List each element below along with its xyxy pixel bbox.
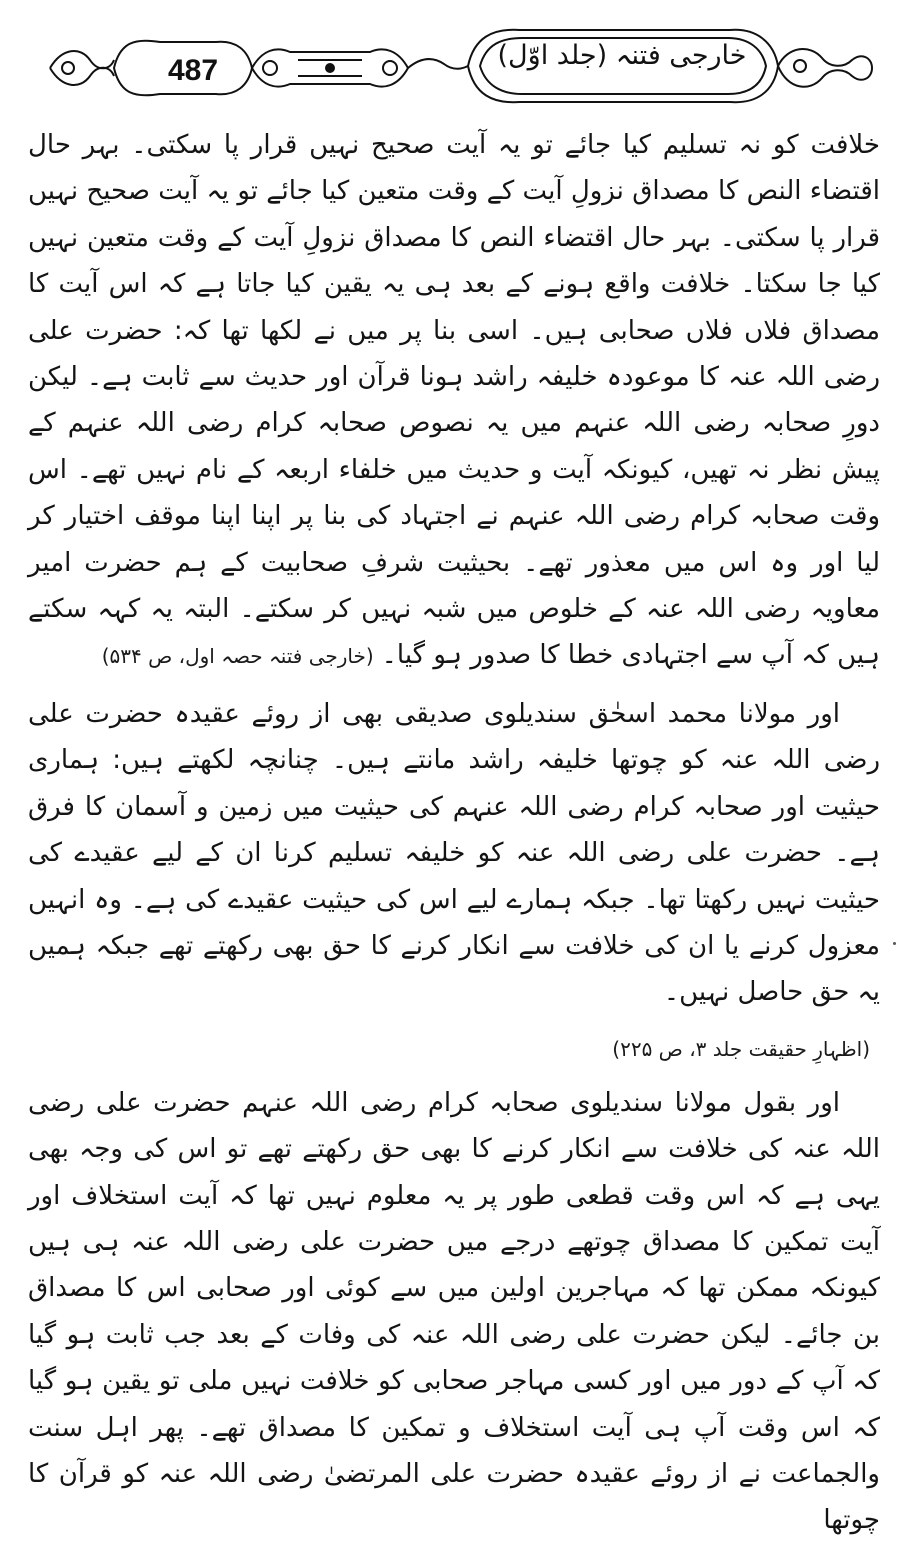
page-body (28, 122, 880, 1544)
page-header (40, 20, 880, 115)
paragraph (28, 122, 880, 679)
page-number: 487 (167, 54, 219, 87)
right-flourish-icon (778, 49, 872, 87)
scan-speck (893, 942, 896, 945)
citation: (اظہارِ حقیقت جلد ۳، ص ۲۲۵) (612, 1036, 870, 1061)
paragraph-text: خلافت کو نہ تسلیم کیا جائے تو یہ آیت صحیح نہیں قرار پا سکتی۔ بہر حال اقتضاء النص کا مصداق نزولِ آیت کے وقت متعین کیا جائے تو یہ آیت صحیح نہیں قرار پا سکتی۔ بہر حال اقتضاء النص کا مصداق نزولِ آیت کے وقت متعین نہیں کیا جا سکتا۔ خلافت واقع ہونے کے بعد ہی یہ یقین کیا جاتا ہے کہ اس آیت کا مصداق فلاں فلاں صحابی ہیں۔ اسی بنا پر میں نے لکھا تھا کہ: حضرت علی رضی اللہ عنہ کا موعودہ خلیفہ راشد ہونا قرآن اور حدیث سے ثابت ہے۔ لیکن دورِ صحابہ رضی اللہ عنہم میں یہ نصوص صحابہ کرام رضی اللہ عنہم کے پیش نظر نہ تھیں، کیونکہ آیت و حدیث میں خلفاء اربعہ کے نام نہیں تھے۔ اس وقت صحابہ کرام رضی اللہ عنہم نے اجتہاد کی بنا پر اپنا اپنا موقف اختیار کر لیا اور وہ اس میں معذور تھے۔ بحیثیت شرفِ صحابیت کے ہم حضرت امیر معاویہ رضی اللہ عنہ کے خلوص میں شبہ نہیں کر سکتے۔ البتہ یہ کہہ سکتے ہیں کہ آپ سے اجتہادی خطا کا صدور ہو گیا۔ (28, 130, 880, 671)
paragraph: اور مولانا محمد اسحٰق سندیلوی صدیقی بھی از روئے عقیدہ حضرت علی رضی اللہ عنہ کو چوتھا خلیفہ راشد مانتے ہیں۔ چنانچہ لکھتے ہیں: ہماری حیثیت اور صحابہ کرام رضی اللہ عنہم کی حیثیت میں زمین و آسمان کا فرق ہے۔ حضرت علی رضی اللہ عنہ کو خلیفہ تسلیم کرنا ان کے لیے عقیدے کی حیثیت نہیں رکھتا تھا۔ جبکہ ہمارے لیے اس کی حیثیت عقیدے کی ہے۔ وہ انہیں معزول کرنے یا ان کی خلافت سے انکار کرنے کا حق بھی رکھتے تھے جبکہ ہمیں یہ حق حاصل نہیں۔ (28, 698, 880, 1008)
citation: (خارجی فتنہ حصہ اول، ص ۵۳۴) (101, 644, 374, 669)
paragraph: اور بقول مولانا سندیلوی صحابہ کرام رضی اللہ عنہم حضرت علی رضی اللہ عنہ کی خلافت سے انکار کرنے کا بھی حق رکھتے تھے تو اس کی وجہ بھی یہی ہے کہ اس وقت قطعی طور پر یہ معلوم نہیں تھا کہ آیت استخلاف اور آیت تمکین کا مصداق چوتھے درجے میں حضرت علی رضی اللہ عنہ ہی ہیں کیونکہ ممکن تھا کہ مہاجرین اولین میں سے کوئی اور صحابی اس کا مصداق بن جائے۔ لیکن حضرت علی رضی اللہ عنہ کی وفات کے بعد جب ثابت ہو گیا کہ آپ کے دور میں اور کسی مہاجر صحابی کو خلافت نہیں ملی تو یقین ہو گیا کہ اس وقت آپ ہی آیت استخلاف و تمکین کا مصداق تھے۔ پھر اہل سنت والجماعت نے از روئے عقیدہ حضرت علی المرتضیٰ رضی اللہ عنہ کو قرآن کا چوتھا (28, 1087, 880, 1536)
running-title: خارجی فتنہ (جلد اوّل) (497, 40, 747, 71)
left-flourish-icon (50, 51, 114, 85)
